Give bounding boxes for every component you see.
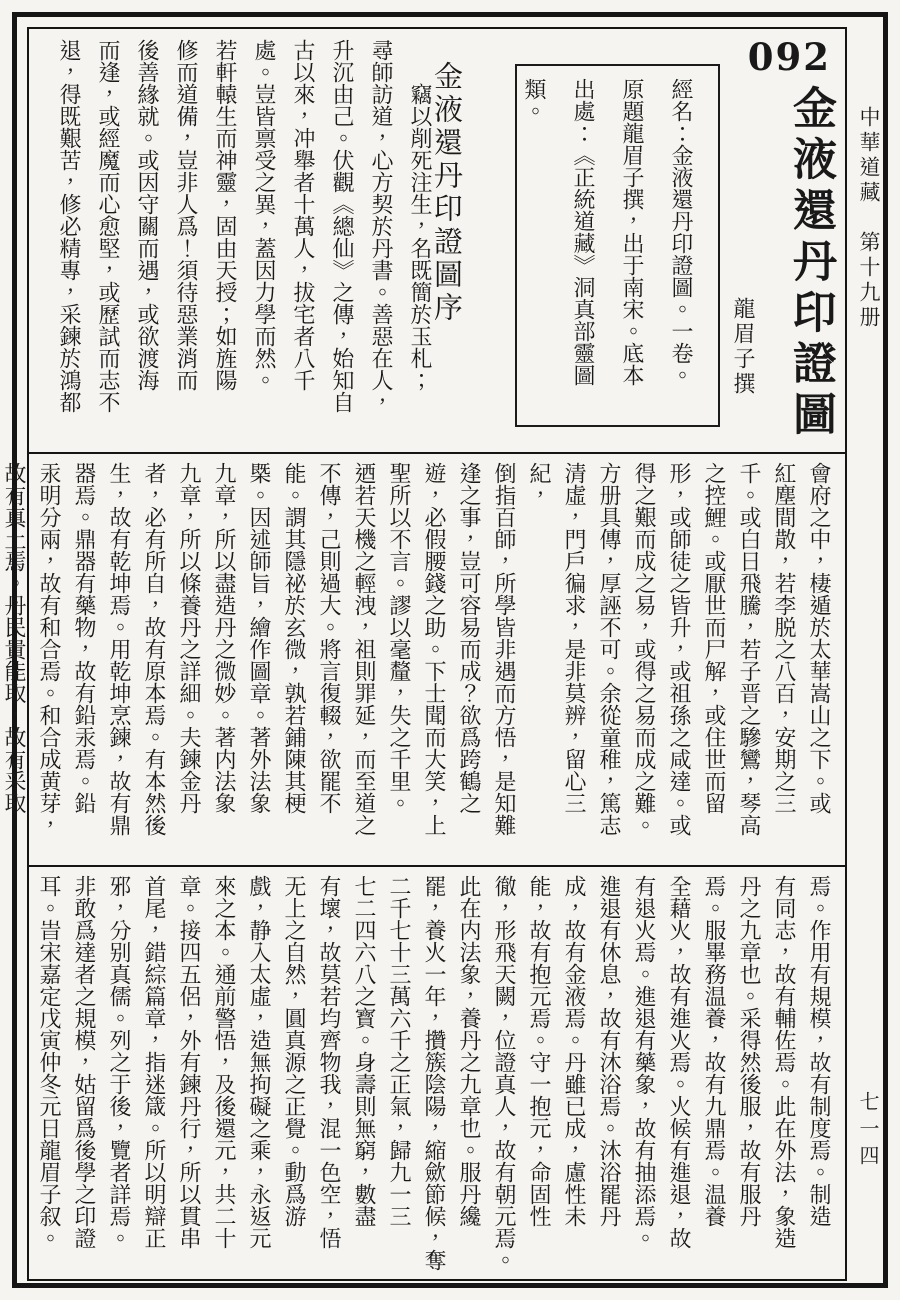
- text-column: 有退火焉。進退有藥象，故有抽添焉。: [631, 875, 656, 1249]
- text-column: 首尾，錯綜篇章，指迷箴。所以明辯正: [141, 875, 166, 1249]
- text-column: 槩。因述師旨，繪作圖章。著外法象: [246, 462, 271, 814]
- text-column: 而逢，或經魔而心愈堅，或歷試而志不: [95, 39, 120, 413]
- text-column: 生，故有乾坤焉。用乾坤烹鍊，故有鼎: [106, 462, 131, 836]
- text-column: 九章，所以條養丹之詳細。夫鍊金丹: [176, 462, 201, 814]
- text-column: 逢之事，豈可容易而成？欲爲跨鶴之: [456, 462, 481, 814]
- text-column: 古以來，冲舉者十萬人，拔宅者八千: [290, 39, 315, 391]
- bibliographic-note-box: [515, 64, 720, 427]
- text-column: 尋師訪道，心方契於丹書。善惡在人，: [368, 39, 393, 413]
- text-column: 迺若天機之輕洩，祖則罪延，而至道之: [351, 462, 376, 836]
- text-column: 遊，必假腰錢之助。下士聞而大笑，上: [421, 462, 446, 836]
- text-column: 有壞，故莫若均齊物我，混一色空，悟: [316, 875, 341, 1249]
- body-section-middle: [1, 452, 845, 865]
- text-column: 竊以削死注生，名既簡於玉札；: [407, 83, 432, 391]
- text-column: 罷，養火一年，攢簇陰陽，縮歛節候，奪: [421, 875, 446, 1271]
- text-column: 七二四六八之寳。身壽則無窮，數盡: [351, 875, 376, 1227]
- preface-text: [37, 39, 439, 444]
- text-column: 千。或白日飛騰，若子晋之驂鸞，琴高: [736, 462, 761, 836]
- text-column: 器焉。鼎器有藥物，故有鉛汞焉。鉛: [71, 462, 96, 814]
- text-column: 故有真土焉。丹民貴能取，故有采取: [1, 462, 26, 814]
- text-column: 二千七十三萬六千之正氣，歸九一三: [386, 875, 411, 1227]
- info-column: 出處：《正統道藏》洞真部靈圖: [570, 78, 595, 386]
- index-number: 092: [747, 35, 831, 79]
- text-column: 退，得既艱苦，修必精專，采鍊於鴻都: [56, 39, 81, 413]
- text-column: 會府之中，棲遁於太華嵩山之下。或: [806, 462, 831, 814]
- text-column: 耳。旹宋嘉定戊寅仲冬元日龍眉子叙。: [36, 875, 61, 1249]
- text-column: 升沉由己。伏觀《總仙》之傳，始知自: [329, 39, 354, 413]
- text-column: 聖所以不言。謬以毫釐，失之千里。: [386, 462, 411, 814]
- text-column: 能，故有抱元焉。守一抱元，命固性: [526, 875, 551, 1227]
- text-column: 之控鯉。或厭世而尸解，或住世而留: [701, 462, 726, 814]
- text-column: 紅塵間散，若李脱之八百，安期之三: [771, 462, 796, 814]
- text-column: 丹之九章也。采得然後服，故有服丹: [736, 875, 761, 1227]
- text-column: 能。謂其隱祕於玄微，孰若鋪陳其梗: [281, 462, 306, 814]
- text-column: 徹，形飛天闕，位證真人，故有朝元焉。: [491, 875, 516, 1271]
- text-column: 不傳，己則過大。將言復輟，欲罷不: [316, 462, 341, 814]
- info-column: 原題龍眉子撰，出于南宋。底本: [619, 78, 644, 386]
- preface-section-title: 金液還丹印證圖序: [430, 61, 464, 325]
- text-column: 進退有休息，故有沐浴焉。沐浴罷丹: [596, 875, 621, 1227]
- text-column: 邪，分别真儒。列之于後，覽者詳焉。: [106, 875, 131, 1249]
- text-column: 九章，所以盡造丹之微妙。著内法象: [211, 462, 236, 814]
- text-column: 无上之自然，圓真源之正覺。動爲游: [281, 875, 306, 1227]
- text-column: 得之艱而成之易，或得之易而成之難。: [631, 462, 656, 836]
- text-column: 焉。服畢務温養，故有九鼎焉。温養: [701, 875, 726, 1227]
- text-column: 汞明分兩，故有和合焉。和合成黄芽，: [36, 462, 61, 836]
- text-column: 處。豈皆禀受之異，蓋因力學而然。: [251, 39, 276, 391]
- text-column: 後善緣就。或因守關而遇，或欲渡海: [134, 39, 159, 391]
- book-title: 金液還丹印證圖: [785, 85, 836, 442]
- text-column: 焉。作用有規模，故有制度焉。制造: [806, 875, 831, 1227]
- text-column: 戲，静入太虛，造無拘礙之乘，永返元: [246, 875, 271, 1249]
- text-column: 清虛，門户徧求，是非莫辨，留心三紀，: [526, 462, 586, 814]
- text-column: 章。接四五侶，外有鍊丹行，所以貫串: [176, 875, 201, 1249]
- text-column: 來之本。通前警悟，及後還元，共二十: [211, 875, 236, 1249]
- text-column: 形，或師徒之皆升，或祖孫之咸達。或: [666, 462, 691, 836]
- text-column: 修而道備，豈非人爲！須待惡業消而: [173, 39, 198, 391]
- header-section: [29, 29, 845, 452]
- page-number: 七一四: [856, 1091, 880, 1172]
- author-byline: 龍眉子撰: [730, 297, 755, 397]
- text-column: 方册具傳，厚誣不可。余從童稚，篤志: [596, 462, 621, 836]
- text-column: 成，故有金液焉。丹雖已成，慮性未: [561, 875, 586, 1227]
- text-column: 全藉火，故有進火焉。火候有進退，故: [666, 875, 691, 1249]
- text-column: 者，必有所自，故有原本焉。有本然後: [141, 462, 166, 836]
- text-column: 若軒轅生而神靈，固由天授；如旌陽: [212, 39, 237, 391]
- info-column: 經名：金液還丹印證圖。一卷。: [668, 78, 693, 386]
- text-column: 此在内法象，養丹之九章也。服丹纔: [456, 875, 481, 1227]
- info-column: 類。: [521, 78, 546, 122]
- text-column: 倒指百師，所學皆非遇而方悟，是知難: [491, 462, 516, 836]
- text-column: 非敢爲達者之規模，姑留爲後學之印證: [71, 875, 96, 1249]
- text-column: 有同志，故有輔佐焉。此在外法，象造: [771, 875, 796, 1249]
- content-box: [1, 27, 847, 1281]
- body-section-bottom: [29, 865, 845, 1279]
- collection-title: 中華道藏 第十九册: [857, 106, 881, 331]
